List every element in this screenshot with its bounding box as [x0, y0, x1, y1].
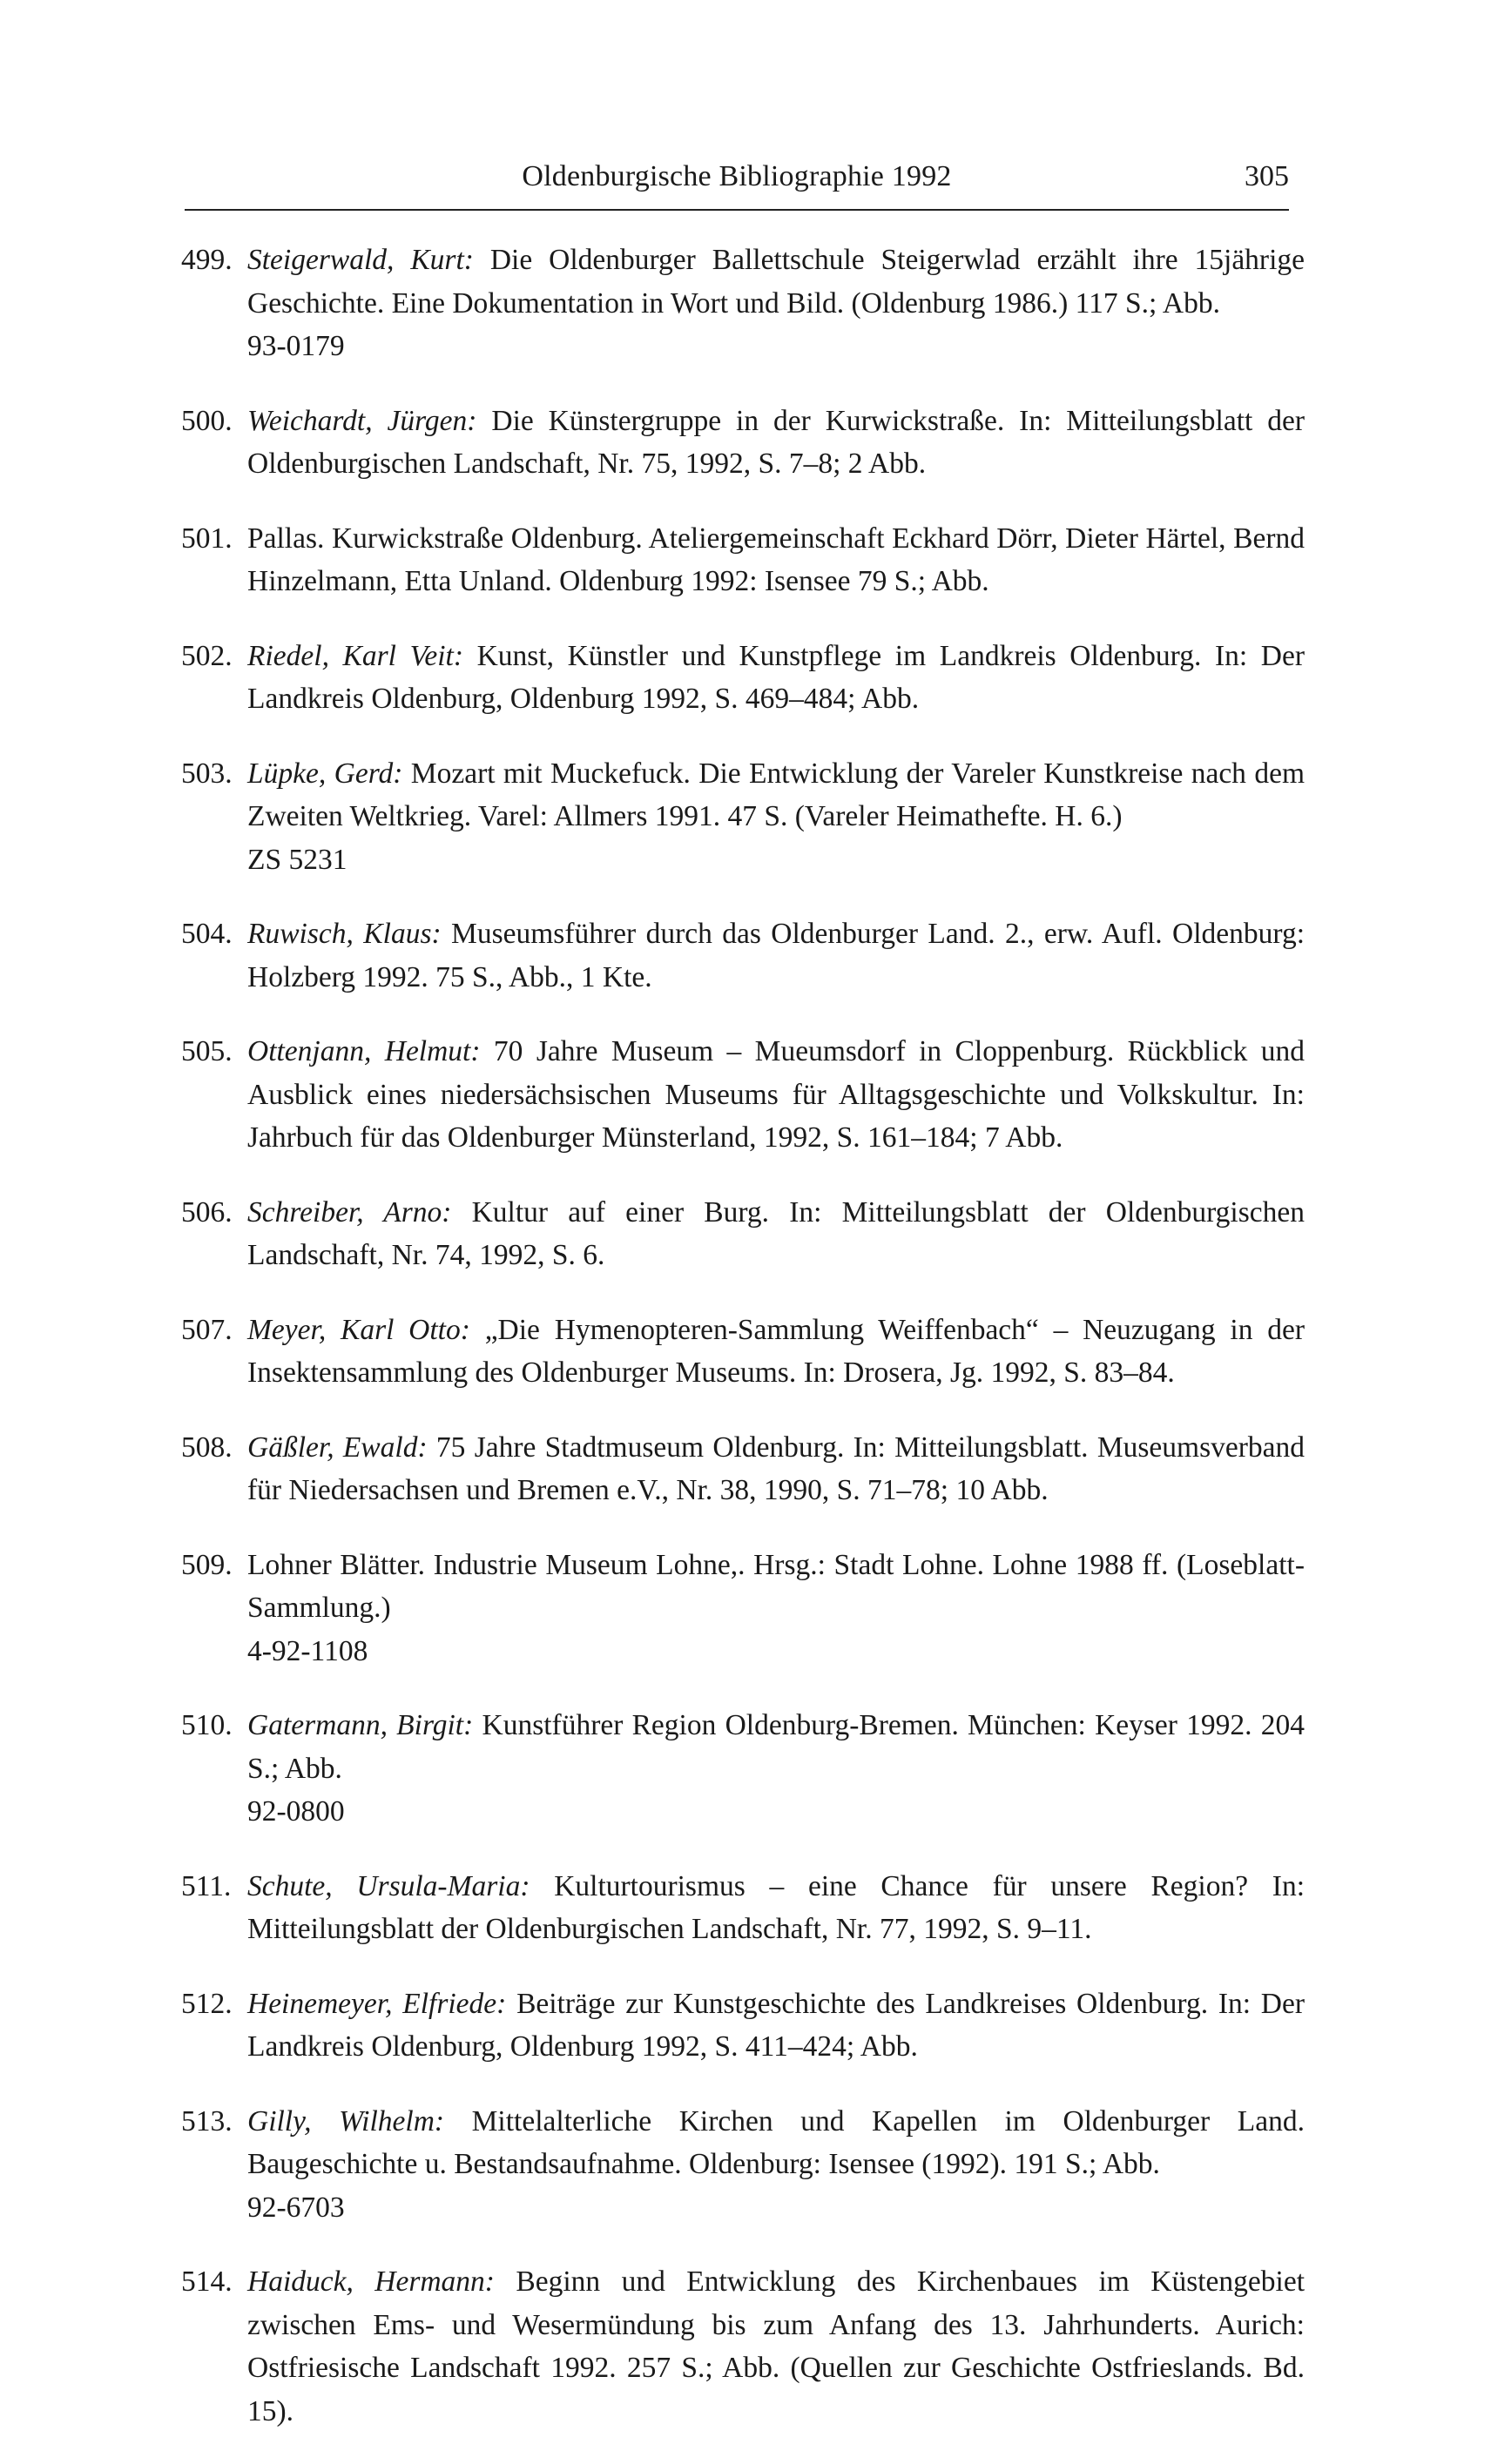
- bibliography-entry: [181, 635, 1305, 721]
- bibliography-entry: [181, 1426, 1305, 1512]
- entry-number: 499.: [181, 244, 233, 276]
- entry-shelfmark: 93-0179: [247, 330, 345, 362]
- entry-text: Die Künstergruppe in der Kurwickstraße. In: Mitteilungsblatt der Oldenburgischen Landschaft, Nr. 75, 1992, S. 7–8; 2 Abb.: [247, 404, 1305, 480]
- running-title: Oldenburgische Bibliographie 1992: [522, 160, 952, 192]
- entry-shelfmark: ZS 5231: [247, 843, 347, 876]
- entry-number: 500.: [181, 404, 233, 437]
- bibliography-entry: [181, 912, 1305, 999]
- entry-body: [247, 1191, 1305, 1277]
- entry-author: Gäßler, Ewald:: [247, 1431, 428, 1464]
- entry-body: [247, 1426, 1305, 1512]
- bibliography-entry: [181, 1191, 1305, 1277]
- entry-shelfmark: 92-0800: [247, 1795, 345, 1828]
- entry-text: Beiträge zur Kunstgeschichte des Landkreises Oldenburg. In: Der Landkreis Oldenburg, Oldenburg 1992, S. 411–424; Abb.: [247, 1987, 1305, 2063]
- entry-author: Weichardt, Jürgen:: [247, 404, 477, 437]
- entry-body: [247, 635, 1305, 721]
- entry-body: [247, 1704, 1305, 1834]
- entry-author: Riedel, Karl Veit:: [247, 639, 463, 672]
- entry-text: Pallas. Kurwickstraße Oldenburg. Ateliergemeinschaft Eckhard Dörr, Dieter Härtel, Bernd Hinzelmann, Etta Unland. Oldenburg 1992: Isensee 79 S.; Abb.: [247, 522, 1305, 597]
- entry-text: Kunst, Künstler und Kunstpflege im Landkreis Oldenburg. In: Der Landkreis Oldenburg, Oldenburg 1992, S. 469–484; Abb.: [247, 639, 1305, 715]
- entry-shelfmark: 4-92-1108: [247, 1634, 368, 1667]
- entry-text: Kunstführer Region Oldenburg-Bremen. München: Keyser 1992. 204 S.; Abb.: [247, 1709, 1305, 1785]
- bibliography-entries: [181, 239, 1305, 2464]
- bibliography-entry: [181, 1704, 1305, 1834]
- entry-text: Lohner Blätter. Industrie Museum Lohne,. Hrsg.: Stadt Lohne. Lohne 1988 ff. (Loseblatt-Sammlung.): [247, 1548, 1305, 1624]
- entry-number: 506.: [181, 1195, 233, 1229]
- entry-author: Ruwisch, Klaus:: [247, 918, 442, 950]
- entry-text: 70 Jahre Museum – Mueumsdorf in Cloppenburg. Rückblick und Ausblick eines niedersächsischen Museums für Alltagsgeschichte und Volkskultur. In: Jahrbuch für das Oldenburger Münsterland, 1992, S. 161–184; 7 Abb.: [247, 1035, 1305, 1154]
- entry-body: [247, 1030, 1305, 1160]
- bibliography-entry: [181, 517, 1305, 603]
- entry-author: Gatermann, Birgit:: [247, 1709, 474, 1741]
- bibliography-entry: [181, 239, 1305, 368]
- entry-number: 511.: [181, 1869, 232, 1902]
- entry-body: [247, 2260, 1305, 2433]
- bibliography-entry: [181, 1544, 1305, 1673]
- entry-number: 510.: [181, 1709, 233, 1741]
- entry-number: 507.: [181, 1313, 233, 1346]
- entry-author: Schute, Ursula-Maria:: [247, 1869, 530, 1902]
- entry-text: Kultur auf einer Burg. In: Mitteilungsblatt der Oldenburgischen Landschaft, Nr. 74, 1992, S. 6.: [247, 1195, 1305, 1271]
- entry-number: 512.: [181, 1987, 233, 2020]
- bibliography-entry: [181, 752, 1305, 882]
- entry-body: [247, 1309, 1305, 1395]
- entry-number: 514.: [181, 2265, 233, 2298]
- bibliography-entry: [181, 1983, 1305, 2069]
- entry-number: 509.: [181, 1548, 233, 1581]
- entry-author: Steigerwald, Kurt:: [247, 244, 474, 276]
- entry-author: Ottenjann, Helmut:: [247, 1035, 481, 1067]
- entry-author: Heinemeyer, Elfriede:: [247, 1987, 507, 2020]
- entry-author: Meyer, Karl Otto:: [247, 1313, 470, 1346]
- page-header: [185, 153, 1289, 211]
- entry-body: [247, 1865, 1305, 1951]
- entry-number: 502.: [181, 639, 233, 672]
- entry-text: Mittelalterliche Kirchen und Kapellen im Oldenburger Land. Baugeschichte u. Bestandsaufnahme. Oldenburg: Isensee (1992). 191 S.; Abb.: [247, 2104, 1305, 2180]
- bibliography-entry: [181, 2100, 1305, 2230]
- entry-body: [247, 752, 1305, 882]
- entry-number: 505.: [181, 1035, 233, 1067]
- entry-number: 503.: [181, 757, 233, 790]
- entry-body: [247, 239, 1305, 368]
- page-number: 305: [1245, 160, 1289, 192]
- bibliography-entry: [181, 2260, 1305, 2433]
- entry-text: „Die Hymenopteren-Sammlung Weiffenbach“ – Neuzugang in der Insektensammlung des Oldenburger Museums. In: Drosera, Jg. 1992, S. 83–84.: [247, 1313, 1305, 1389]
- entry-text: Kulturtourismus – eine Chance für unsere Region? In: Mitteilungsblatt der Oldenburgischen Landschaft, Nr. 77, 1992, S. 9–11.: [247, 1869, 1305, 1945]
- entry-number: 501.: [181, 522, 233, 555]
- entry-number: 513.: [181, 2104, 233, 2137]
- entry-body: [247, 517, 1305, 603]
- bibliography-entry: [181, 1865, 1305, 1951]
- entry-body: [247, 1544, 1305, 1673]
- bibliography-entry: [181, 1309, 1305, 1395]
- entry-author: Schreiber, Arno:: [247, 1195, 452, 1229]
- entry-text: Museumsführer durch das Oldenburger Land. 2., erw. Aufl. Oldenburg: Holzberg 1992. 75 S., Abb., 1 Kte.: [247, 918, 1305, 993]
- entry-body: [247, 400, 1305, 486]
- entry-shelfmark: 92-6703: [247, 2191, 345, 2224]
- entry-number: 504.: [181, 918, 233, 950]
- entry-body: [247, 1983, 1305, 2069]
- entry-text: Die Oldenburger Ballettschule Steigerwlad erzählt ihre 15jährige Geschichte. Eine Dokumentation in Wort und Bild. (Oldenburg 1986.) 117 S.; Abb.: [247, 244, 1305, 320]
- entry-text: Mozart mit Muckefuck. Die Entwicklung der Vareler Kunstkreise nach dem Zweiten Weltkrieg. Varel: Allmers 1991. 47 S. (Vareler Heimathefte. H. 6.): [247, 757, 1305, 832]
- entry-author: Lüpke, Gerd:: [247, 757, 403, 790]
- entry-author: Gilly, Wilhelm:: [247, 2104, 445, 2137]
- bibliography-entry: [181, 1030, 1305, 1160]
- entry-body: [247, 2100, 1305, 2230]
- entry-number: 508.: [181, 1431, 233, 1464]
- bibliography-entry: [181, 400, 1305, 486]
- entry-author: Haiduck, Hermann:: [247, 2265, 495, 2298]
- entry-body: [247, 912, 1305, 999]
- entry-text: Beginn und Entwicklung des Kirchenbaues im Küstengebiet zwischen Ems- und Wesermündung bis zum Anfang des 13. Jahrhunderts. Aurich: Ostfriesische Landschaft 1992. 257 S.; Abb. (Quellen zur Geschichte Ostfrieslands. Bd. 15).: [247, 2265, 1305, 2427]
- entry-text: 75 Jahre Stadtmuseum Oldenburg. In: Mitteilungsblatt. Museumsverband für Niedersachsen und Bremen e.V., Nr. 38, 1990, S. 71–78; 10 Abb.: [247, 1431, 1305, 1506]
